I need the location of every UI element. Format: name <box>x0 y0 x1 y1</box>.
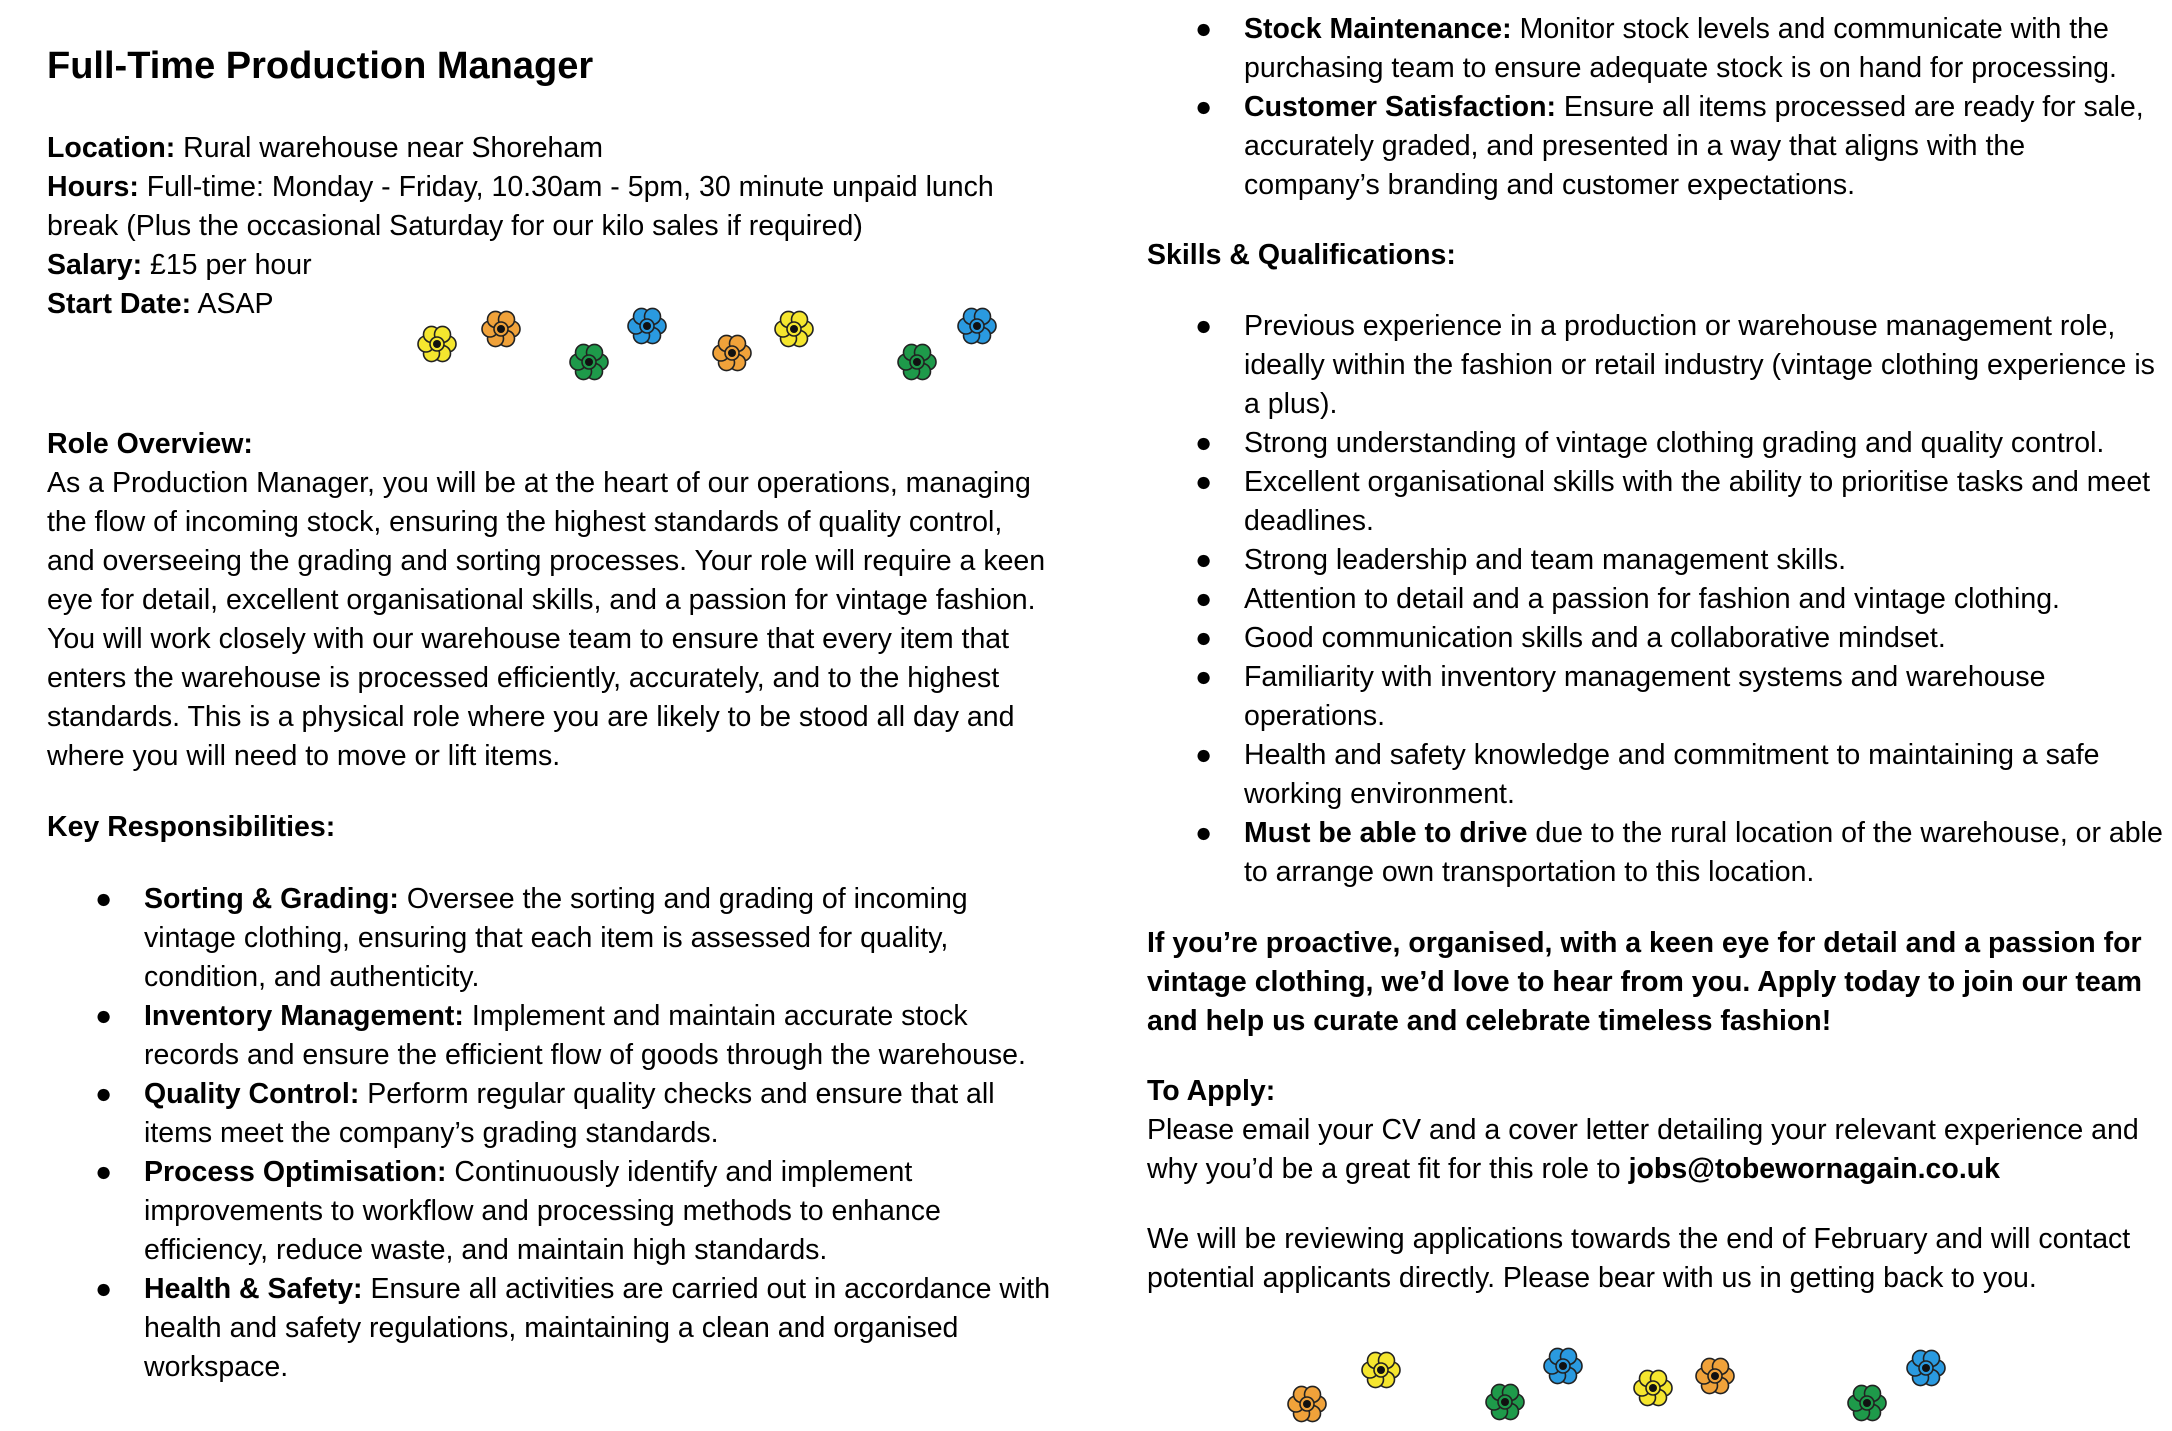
list-item-label: Quality Control: <box>144 1078 360 1110</box>
bullet-icon: ● <box>95 1273 113 1305</box>
start-date-label: Start Date: <box>47 288 192 320</box>
to-apply-text: Please email your CV and a cover letter detailing your relevant experience and why you’d be a great fit for this role to jobs@tobewornagain.co.uk <box>1147 1114 2139 1185</box>
to-apply-heading: To Apply: <box>1147 1075 1276 1107</box>
bullet-icon: ● <box>95 1078 113 1110</box>
list-item <box>1147 307 2167 424</box>
flower-icon <box>1285 1382 1329 1426</box>
flower-icon <box>479 307 523 351</box>
list-item <box>47 1270 1067 1387</box>
list-item-text: Excellent organisational skills with the ability to prioritise tasks and meet deadlines. <box>1244 466 2151 537</box>
list-item-text: Monitor stock levels and communicate with the purchasing team to ensure adequate stock is on hand for processing. <box>1244 13 2117 84</box>
list-item <box>1147 736 2167 814</box>
skills-list <box>1147 307 2167 892</box>
list-item-text: due to the rural location of the warehouse, or able to arrange own transportation to this location. <box>1244 817 2163 888</box>
bullet-icon: ● <box>95 1156 113 1188</box>
list-item <box>47 1075 1067 1153</box>
bullet-icon: ● <box>1195 466 1213 498</box>
flower-icon <box>567 340 611 384</box>
page-title: Full-Time Production Manager <box>47 45 594 87</box>
list-item <box>47 1153 1067 1270</box>
list-item-label: Must be able to drive <box>1244 817 1528 849</box>
list-item <box>47 997 1067 1075</box>
list-item-text: Ensure all items processed are ready for sale, accurately graded, and presented in a way that aligns with the company’s branding and customer expectations. <box>1244 91 2144 201</box>
flower-icon <box>1541 1344 1585 1388</box>
list-item <box>1147 619 2167 658</box>
list-item-text: Attention to detail and a passion for fashion and vintage clothing. <box>1244 583 2060 615</box>
list-item <box>1147 463 2167 541</box>
list-item-text: Previous experience in a production or warehouse management role, ideally within the fashion or retail industry (vintage clothing experience is a plus). <box>1244 310 2155 420</box>
list-item-text: Implement and maintain accurate stock records and ensure the efficient flow of goods through the warehouse. <box>144 1000 1026 1071</box>
salary-line <box>47 246 1057 285</box>
closing-statement: If you’re proactive, organised, with a keen eye for detail and a passion for vintage clothing, we’d love to hear from you. Apply today to join our team and help us curate and celebrate timeless fashion! <box>1147 927 2142 1037</box>
list-item <box>1147 424 2167 463</box>
role-overview-heading: Role Overview: <box>47 428 253 460</box>
list-item-label: Inventory Management: <box>144 1000 464 1032</box>
key-responsibilities-heading: Key Responsibilities: <box>47 811 336 843</box>
flower-icon <box>625 304 669 348</box>
list-item-label: Customer Satisfaction: <box>1244 91 1556 123</box>
list-item <box>1147 580 2167 619</box>
bullet-icon: ● <box>95 1000 113 1032</box>
flower-icon <box>415 322 459 366</box>
flower-icon <box>772 307 816 351</box>
list-item-text: Oversee the sorting and grading of incoming vintage clothing, ensuring that each item is assessed for quality, condition, and authenticity. <box>144 883 968 993</box>
start-date-value: ASAP <box>197 288 274 320</box>
review-note: We will be reviewing applications towards the end of February and will contact potential applicants directly. Please bear with us in getting back to you. <box>1147 1223 2131 1294</box>
to-apply-section <box>1147 1072 2162 1189</box>
bullet-icon: ● <box>1195 739 1213 771</box>
responsibilities-list-part-1 <box>47 880 1067 1387</box>
role-overview-text: As a Production Manager, you will be at the heart of our operations, managing the flow of incoming stock, ensuring the highest standards of quality control, and overseeing the grading and sorting processes. Your role will require a keen eye for detail, excellent organisational skills, and a passion for vintage fashion. You will work closely with our warehouse team to ensure that every item that enters the warehouse is processed efficiently, accurately, and to the highest standards. This is a physical role where you are likely to be stood all day and where you will need to move or lift items. <box>47 467 1046 772</box>
hours-value: Full-time: Monday - Friday, 10.30am - 5pm, 30 minute unpaid lunch break (Plus the occasional Saturday for our kilo sales if required) <box>47 171 994 242</box>
flower-icon <box>1693 1354 1737 1398</box>
job-details <box>47 129 1057 324</box>
list-item-text: Good communication skills and a collaborative mindset. <box>1244 622 1946 654</box>
bullet-icon: ● <box>1195 661 1213 693</box>
list-item-label: Health & Safety: <box>144 1273 363 1305</box>
bullet-icon: ● <box>1195 310 1213 342</box>
list-item-text: Strong understanding of vintage clothing grading and quality control. <box>1244 427 2105 459</box>
list-item <box>1147 88 2167 205</box>
list-item <box>1147 10 2167 88</box>
list-item <box>47 880 1067 997</box>
list-item <box>1147 814 2167 892</box>
bullet-icon: ● <box>95 883 113 915</box>
flower-icon <box>1631 1366 1675 1410</box>
list-item <box>1147 541 2167 580</box>
bullet-icon: ● <box>1195 583 1213 615</box>
bullet-icon: ● <box>1195 13 1213 45</box>
location-value: Rural warehouse near Shoreham <box>183 132 603 164</box>
list-item <box>1147 658 2167 736</box>
bullet-icon: ● <box>1195 91 1213 123</box>
bullet-icon: ● <box>1195 544 1213 576</box>
apply-email-link[interactable]: jobs@tobewornagain.co.uk <box>1628 1153 2000 1185</box>
location-line <box>47 129 1057 168</box>
list-item-text: Familiarity with inventory management systems and warehouse operations. <box>1244 661 2046 732</box>
skills-heading: Skills & Qualifications: <box>1147 239 1456 271</box>
list-item-label: Sorting & Grading: <box>144 883 399 915</box>
flower-icon <box>1359 1348 1403 1392</box>
hours-line <box>47 168 1057 246</box>
salary-value: £15 per hour <box>149 249 312 281</box>
responsibilities-list-part-2 <box>1147 10 2167 205</box>
list-item-label: Stock Maintenance: <box>1244 13 1512 45</box>
list-item-text: Ensure all activities are carried out in accordance with health and safety regulations, maintaining a clean and organised workspace. <box>144 1273 1051 1383</box>
list-item-text: Health and safety knowledge and commitment to maintaining a safe working environment. <box>1244 739 2100 810</box>
flower-decoration-bottom <box>1147 1330 2157 1420</box>
location-label: Location: <box>47 132 176 164</box>
salary-label: Salary: <box>47 249 143 281</box>
bullet-icon: ● <box>1195 427 1213 459</box>
flower-icon <box>1845 1381 1889 1425</box>
flower-icon <box>710 331 754 375</box>
list-item-label: Process Optimisation: <box>144 1156 447 1188</box>
flower-icon <box>1904 1346 1948 1390</box>
flower-icon <box>1483 1380 1527 1424</box>
bullet-icon: ● <box>1195 817 1213 849</box>
bullet-icon: ● <box>1195 622 1213 654</box>
list-item-text: Continuously identify and implement improvements to workflow and processing methods to enhance efficiency, reduce waste, and maintain high standards. <box>144 1156 941 1266</box>
flower-icon <box>895 340 939 384</box>
hours-label: Hours: <box>47 171 139 203</box>
flower-icon <box>955 304 999 348</box>
role-overview <box>47 425 1057 776</box>
list-item-text: Perform regular quality checks and ensure that all items meet the company’s grading standards. <box>144 1078 995 1149</box>
flower-decoration-top <box>47 300 1057 410</box>
list-item-text: Strong leadership and team management skills. <box>1244 544 1846 576</box>
